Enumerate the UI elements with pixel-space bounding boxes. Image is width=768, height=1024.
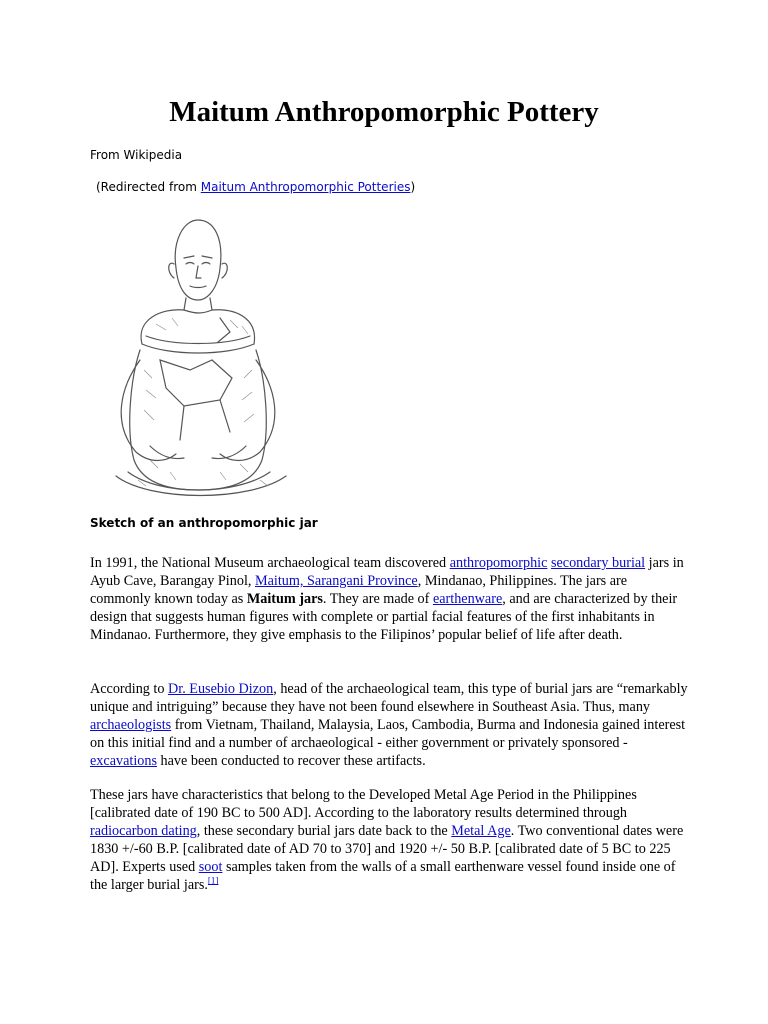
paragraph-1 [90,554,690,644]
paragraph-3 [90,786,690,894]
p1-text: In 1991, the National Museum archaeological team discovered [90,555,450,571]
source-line: From Wikipedia [90,148,183,162]
link-anthropomorphic[interactable]: anthropomorphic [449,555,548,571]
p3-text: samples taken from the walls of a small earthenware vessel found inside one of the larger burial jars. [90,859,676,893]
redirect-suffix: ) [410,180,416,194]
link-maitum-sarangani[interactable]: Maitum, Sarangani Province [254,573,418,589]
link-archaeologists[interactable]: archaeologists [90,717,172,733]
p1-text: , and are characterized by their design that suggests human figures with complete or partial facial features of the first inhabitants in Mindanao. Furthermore, they give emphasis to the Filipinos’ popular belief of life after death. [90,591,678,643]
link-metal-age[interactable]: Metal Age [451,823,511,839]
link-earthenware[interactable]: earthenware [432,591,503,607]
p2-text: , head of the archaeological team, this type of burial jars are “remarkably unique and intriguing” because they have not been found elsewhere in Southeast Asia. Thus, many [90,681,688,715]
link-radiocarbon-dating[interactable]: radiocarbon dating [90,823,197,839]
reference-link-1[interactable]: [1] [207,875,219,886]
jar-sketch-drawing [80,210,320,500]
p1-bold-term: Maitum jars [246,591,323,607]
redirect-link[interactable]: Maitum Anthropomorphic Potteries [200,180,411,194]
p1-text: . They are made of [322,591,433,607]
p3-text: . Two conventional dates were 1830 +/-60 B.P. [calibrated date of AD 70 to 370] and 1920 +/- 50 B.P. [calibrated date of 5 BC to 225 AD]. Experts used [90,823,684,875]
link-excavations[interactable]: excavations [90,753,157,769]
p1-text: , Mindanao, Philippines. The jars are commonly known today as [90,573,628,607]
redirect-prefix: (Redirected from [96,180,201,194]
page-title: Maitum Anthropomorphic Pottery [169,96,599,128]
redirect-note [96,180,415,194]
p3-text: , these secondary burial jars date back to the [196,823,452,839]
p2-text: have been conducted to recover these artifacts. [156,753,426,769]
p1-text: jars in Ayub Cave, Barangay Pinol, [90,555,684,589]
link-eusebio-dizon[interactable]: Dr. Eusebio Dizon [168,681,274,697]
link-secondary-burial[interactable]: secondary burial [550,555,646,571]
link-soot[interactable]: soot [198,859,223,875]
jar-sketch-image [80,210,320,500]
p2-text: from Vietnam, Thailand, Malaysia, Laos, Cambodia, Burma and Indonesia gained interest on this initial find and a number of archaeological - either government or privately sponsored - [90,717,686,751]
paragraph-2 [90,680,690,770]
p3-text: These jars have characteristics that belong to the Developed Metal Age Period in the Philippines [calibrated date of 190 BC to 500 AD]. According to the laboratory results determined through [90,787,637,821]
figure-caption: Sketch of an anthropomorphic jar [90,516,318,530]
p2-text: According to [90,681,169,697]
